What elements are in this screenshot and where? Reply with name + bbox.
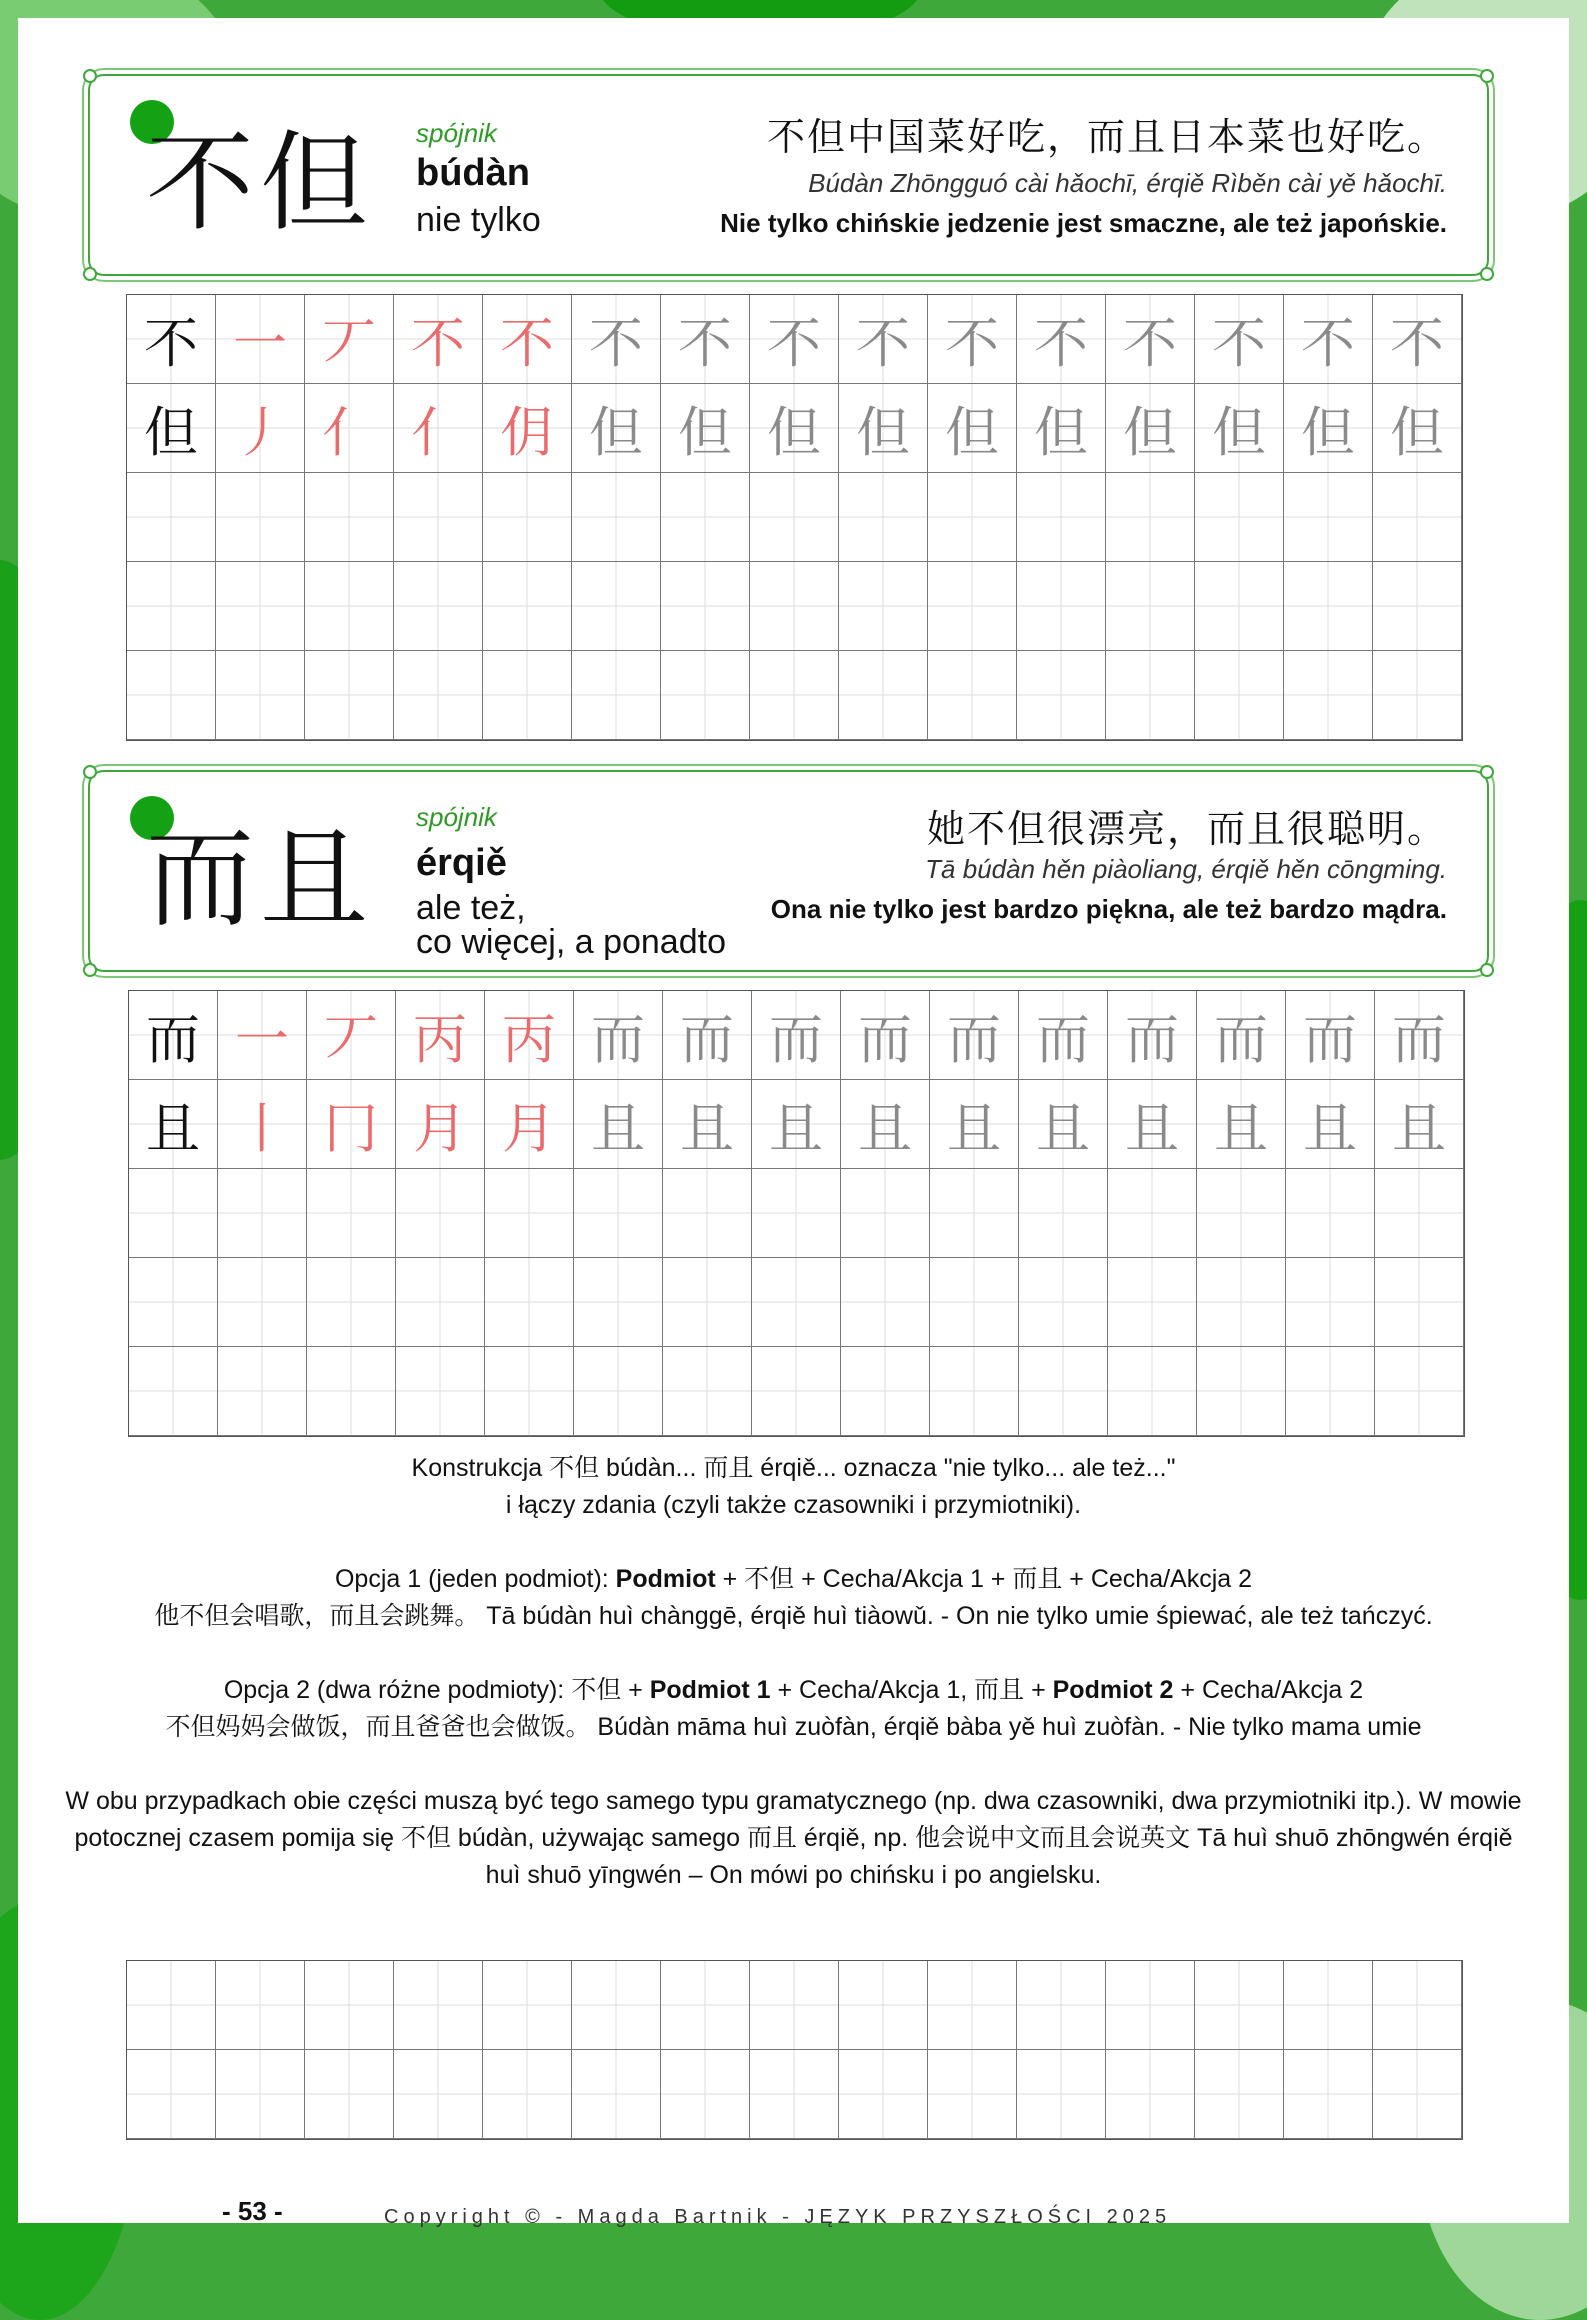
trace-character-cell: 但 xyxy=(1017,384,1106,473)
empty-practice-cell xyxy=(307,1258,396,1347)
empty-practice-cell xyxy=(485,1347,574,1436)
part-of-speech: spójnik xyxy=(416,802,497,832)
card-corner-ornament xyxy=(83,765,97,779)
empty-practice-cell xyxy=(574,1169,663,1258)
empty-practice-cell xyxy=(127,473,216,562)
trace-character-cell: 而 xyxy=(1019,991,1108,1080)
notes-line: Konstrukcja 不但 búdàn... 而且 érqiě... oznacza "nie tylko... ale też..." xyxy=(411,1454,1176,1482)
stroke-order-cell: 亻 xyxy=(305,384,394,473)
empty-practice-cell xyxy=(1284,651,1373,740)
empty-practice-cell xyxy=(1197,1258,1286,1347)
empty-practice-cell xyxy=(1108,1169,1197,1258)
empty-practice-cell xyxy=(928,651,1017,740)
option-2-pattern: Opcja 2 (dwa różne podmioty): 不但 + Podmiot 1 + Cecha/Akcja 1, 而且 + Podmiot 2 + Cecha/Akcja 2 xyxy=(223,1676,1364,1704)
card-corner-ornament xyxy=(1480,69,1494,83)
empty-practice-cell xyxy=(663,1258,752,1347)
stroke-order-cell: 丆 xyxy=(305,295,394,384)
empty-practice-cell xyxy=(483,2050,572,2139)
empty-practice-cell xyxy=(1284,562,1373,651)
card-corner-ornament xyxy=(1480,267,1494,281)
trace-character-cell: 而 xyxy=(1375,991,1464,1080)
empty-practice-cell xyxy=(305,562,394,651)
empty-practice-cell xyxy=(663,1347,752,1436)
empty-practice-cell xyxy=(1017,562,1106,651)
empty-practice-cell xyxy=(305,2050,394,2139)
stroke-order-cell: 一 xyxy=(218,991,307,1080)
empty-practice-cell xyxy=(1373,562,1462,651)
empty-practice-cell xyxy=(1106,2050,1195,2139)
trace-character-cell: 且 xyxy=(1375,1080,1464,1169)
empty-practice-cell xyxy=(928,1961,1017,2050)
empty-practice-cell xyxy=(750,562,839,651)
empty-practice-cell xyxy=(1106,473,1195,562)
empty-practice-cell xyxy=(572,562,661,651)
vocab-card-budan xyxy=(88,74,1489,276)
stroke-order-cell: 丆 xyxy=(307,991,396,1080)
trace-character-cell: 不 xyxy=(1284,295,1373,384)
empty-practice-cell xyxy=(1373,651,1462,740)
empty-practice-cell xyxy=(1195,562,1284,651)
trace-character-cell: 不 xyxy=(839,295,928,384)
empty-practice-cell xyxy=(396,1258,485,1347)
empty-practice-cell xyxy=(750,1961,839,2050)
empty-practice-cell xyxy=(1286,1347,1375,1436)
trace-character-cell: 且 xyxy=(663,1080,752,1169)
empty-practice-cell xyxy=(216,2050,305,2139)
empty-practice-cell xyxy=(307,1347,396,1436)
empty-practice-cell xyxy=(661,562,750,651)
empty-practice-cell xyxy=(1017,651,1106,740)
empty-practice-cell xyxy=(127,651,216,740)
trace-character-cell: 但 xyxy=(750,384,839,473)
trace-character-cell: 不 xyxy=(1373,295,1462,384)
empty-practice-cell xyxy=(485,1258,574,1347)
empty-practice-cell xyxy=(218,1258,307,1347)
headword-meaning-extra: co więcej, a ponadto xyxy=(416,923,726,961)
empty-practice-cell xyxy=(574,1258,663,1347)
stroke-order-cell: 不 xyxy=(394,295,483,384)
empty-practice-cell xyxy=(930,1258,1019,1347)
empty-practice-cell xyxy=(218,1169,307,1258)
stroke-order-cell: 丙 xyxy=(396,991,485,1080)
trace-character-cell: 而 xyxy=(663,991,752,1080)
empty-practice-cell xyxy=(750,473,839,562)
empty-practice-cell xyxy=(1197,1169,1286,1258)
empty-practice-cell xyxy=(305,1961,394,2050)
trace-character-cell: 且 xyxy=(841,1080,930,1169)
empty-practice-cell xyxy=(1017,473,1106,562)
empty-practice-cell xyxy=(663,1169,752,1258)
empty-practice-cell xyxy=(841,1169,930,1258)
stroke-order-cell: 月 xyxy=(396,1080,485,1169)
empty-practice-cell xyxy=(1284,2050,1373,2139)
empty-practice-cell xyxy=(574,1347,663,1436)
empty-practice-cell xyxy=(1284,1961,1373,2050)
empty-practice-cell xyxy=(483,651,572,740)
trace-character-cell: 且 xyxy=(1108,1080,1197,1169)
trace-character-cell: 而 xyxy=(930,991,1019,1080)
model-character-cell: 且 xyxy=(129,1080,218,1169)
card-corner-ornament xyxy=(83,267,97,281)
empty-practice-cell xyxy=(394,562,483,651)
trace-character-cell: 且 xyxy=(1019,1080,1108,1169)
headword-pinyin: érqiě xyxy=(416,842,507,884)
option-1-example: 他不但会唱歌，而且会跳舞。 Tā búdàn huì chànggē, érqiě huì tiàowǔ. - On nie tylko umie śpiewać, ale też tańczyć. xyxy=(154,1602,1433,1630)
empty-practice-cell xyxy=(930,1347,1019,1436)
empty-practice-cell xyxy=(1019,1347,1108,1436)
empty-practice-cell xyxy=(930,1169,1019,1258)
empty-practice-cell xyxy=(839,2050,928,2139)
example-sentence-chinese: 她不但很漂亮，而且很聪明。 xyxy=(926,807,1447,851)
empty-practice-cell xyxy=(1373,473,1462,562)
empty-practice-cell xyxy=(1017,1961,1106,2050)
empty-practice-cell xyxy=(839,562,928,651)
empty-practice-cell xyxy=(307,1169,396,1258)
empty-practice-cell xyxy=(129,1258,218,1347)
empty-practice-cell xyxy=(1373,1961,1462,2050)
stroke-order-cell: 不 xyxy=(483,295,572,384)
trace-character-cell: 但 xyxy=(1373,384,1462,473)
example-sentence-pinyin: Tā búdàn hěn piàoliang, érqiě hěn cōngming. xyxy=(925,854,1447,884)
headword-meaning: ale też, xyxy=(416,889,526,927)
empty-practice-cell xyxy=(1106,651,1195,740)
empty-practice-cell xyxy=(396,1169,485,1258)
empty-practice-cell xyxy=(129,1347,218,1436)
trace-character-cell: 且 xyxy=(1286,1080,1375,1169)
empty-practice-cell xyxy=(1108,1347,1197,1436)
empty-practice-cell xyxy=(1017,2050,1106,2139)
empty-practice-cell xyxy=(1195,2050,1284,2139)
empty-practice-cell xyxy=(394,473,483,562)
empty-practice-cell xyxy=(752,1258,841,1347)
trace-character-cell: 不 xyxy=(572,295,661,384)
empty-practice-cell xyxy=(752,1169,841,1258)
empty-practice-cell xyxy=(1108,1258,1197,1347)
empty-practice-cell xyxy=(661,651,750,740)
empty-practice-cell xyxy=(1375,1258,1464,1347)
empty-practice-cell xyxy=(1375,1169,1464,1258)
example-sentence-pinyin: Búdàn Zhōngguó cài hǎochī, érqiě Rìběn cài yě hǎochī. xyxy=(808,168,1447,198)
empty-practice-cell xyxy=(1375,1347,1464,1436)
trace-character-cell: 而 xyxy=(752,991,841,1080)
empty-practice-cell xyxy=(572,651,661,740)
empty-practice-cell xyxy=(1284,473,1373,562)
empty-practice-cell xyxy=(305,473,394,562)
empty-practice-cell xyxy=(1195,473,1284,562)
empty-practice-cell xyxy=(305,651,394,740)
card-corner-ornament xyxy=(83,69,97,83)
empty-practice-cell xyxy=(572,2050,661,2139)
empty-practice-cell xyxy=(394,651,483,740)
trace-character-cell: 而 xyxy=(1108,991,1197,1080)
headword-hanzi: 不但 xyxy=(146,121,375,246)
empty-practice-cell xyxy=(661,1961,750,2050)
trace-character-cell: 但 xyxy=(839,384,928,473)
trace-character-cell: 而 xyxy=(1197,991,1286,1080)
trace-character-cell: 且 xyxy=(1197,1080,1286,1169)
example-sentence-polish: Ona nie tylko jest bardzo piękna, ale też bardzo mądra. xyxy=(770,894,1447,924)
stroke-order-cell: 亻 xyxy=(394,384,483,473)
empty-practice-cell xyxy=(216,651,305,740)
empty-practice-cell xyxy=(841,1258,930,1347)
headword-pinyin: búdàn xyxy=(416,152,530,194)
empty-practice-cell xyxy=(218,1347,307,1436)
empty-practice-cell xyxy=(750,651,839,740)
empty-practice-cell xyxy=(839,651,928,740)
trace-character-cell: 不 xyxy=(750,295,839,384)
writing-practice-grid-empty xyxy=(126,1960,1463,2140)
empty-practice-cell xyxy=(1019,1258,1108,1347)
empty-practice-cell xyxy=(127,1961,216,2050)
trace-character-cell: 且 xyxy=(574,1080,663,1169)
empty-practice-cell xyxy=(928,2050,1017,2139)
writing-practice-grid xyxy=(126,294,1463,741)
part-of-speech: spójnik xyxy=(416,118,497,148)
empty-practice-cell xyxy=(394,1961,483,2050)
trace-character-cell: 不 xyxy=(1195,295,1284,384)
empty-practice-cell xyxy=(1019,1169,1108,1258)
empty-practice-cell xyxy=(841,1347,930,1436)
empty-practice-cell xyxy=(396,1347,485,1436)
grammar-notes xyxy=(60,1450,1527,1894)
empty-practice-cell xyxy=(1286,1169,1375,1258)
empty-practice-cell xyxy=(839,1961,928,2050)
empty-practice-cell xyxy=(483,562,572,651)
trace-character-cell: 不 xyxy=(1017,295,1106,384)
empty-practice-cell xyxy=(1197,1347,1286,1436)
empty-practice-cell xyxy=(485,1169,574,1258)
empty-practice-cell xyxy=(1286,1258,1375,1347)
page-number: - 53 - xyxy=(222,2196,283,2226)
trace-character-cell: 不 xyxy=(1106,295,1195,384)
empty-practice-cell xyxy=(661,473,750,562)
empty-practice-cell xyxy=(127,2050,216,2139)
vocab-card-erqie xyxy=(88,770,1489,972)
empty-practice-cell xyxy=(1373,2050,1462,2139)
trace-character-cell: 但 xyxy=(661,384,750,473)
empty-practice-cell xyxy=(572,1961,661,2050)
stroke-order-cell: 丿 xyxy=(216,384,305,473)
notes-line: i łączy zdania (czyli także czasowniki i przymiotniki). xyxy=(505,1491,1082,1519)
headword-meaning: nie tylko xyxy=(416,201,541,239)
empty-practice-cell xyxy=(129,1169,218,1258)
empty-practice-cell xyxy=(127,562,216,651)
empty-practice-cell xyxy=(1195,1961,1284,2050)
trace-character-cell: 而 xyxy=(841,991,930,1080)
trace-character-cell: 不 xyxy=(928,295,1017,384)
stroke-order-cell: 一 xyxy=(216,295,305,384)
writing-practice-grid xyxy=(128,990,1465,1437)
empty-practice-cell xyxy=(839,473,928,562)
empty-practice-cell xyxy=(572,473,661,562)
stroke-order-cell: 月 xyxy=(485,1080,574,1169)
card-corner-ornament xyxy=(1480,765,1494,779)
trace-character-cell: 但 xyxy=(1195,384,1284,473)
notes-paragraph: W obu przypadkach obie części muszą być tego samego typu gramatycznego (np. dwa czasowniki, dwa przymiotniki itp.). W mowie potocznej czasem pomija się 不但 búdàn, używając samego 而且 érqiě, np. 他会说中文而且会说英文 Tā huì shuō zhōngwén érqiě huì shuō yīngwén – On mówi po chińsku i po angielsku. xyxy=(65,1787,1522,1889)
trace-character-cell: 而 xyxy=(1286,991,1375,1080)
empty-practice-cell xyxy=(216,1961,305,2050)
trace-character-cell: 而 xyxy=(574,991,663,1080)
stroke-order-cell: 仴 xyxy=(483,384,572,473)
empty-practice-cell xyxy=(928,473,1017,562)
model-character-cell: 不 xyxy=(127,295,216,384)
card-corner-ornament xyxy=(1480,963,1494,977)
option-1-pattern: Opcja 1 (jeden podmiot): Podmiot + 不但 + Cecha/Akcja 1 + 而且 + Cecha/Akcja 2 xyxy=(334,1565,1253,1593)
empty-practice-cell xyxy=(750,2050,839,2139)
trace-character-cell: 不 xyxy=(661,295,750,384)
stroke-order-cell: 丙 xyxy=(485,991,574,1080)
model-character-cell: 而 xyxy=(129,991,218,1080)
empty-practice-cell xyxy=(1195,651,1284,740)
trace-character-cell: 但 xyxy=(572,384,661,473)
empty-practice-cell xyxy=(216,473,305,562)
stroke-order-cell: 丨 xyxy=(218,1080,307,1169)
empty-practice-cell xyxy=(928,562,1017,651)
empty-practice-cell xyxy=(483,1961,572,2050)
trace-character-cell: 且 xyxy=(930,1080,1019,1169)
model-character-cell: 但 xyxy=(127,384,216,473)
trace-character-cell: 且 xyxy=(752,1080,841,1169)
empty-practice-cell xyxy=(394,2050,483,2139)
empty-practice-cell xyxy=(216,562,305,651)
empty-practice-cell xyxy=(1106,1961,1195,2050)
empty-practice-cell xyxy=(752,1347,841,1436)
card-corner-ornament xyxy=(83,963,97,977)
empty-practice-cell xyxy=(483,473,572,562)
headword-hanzi: 而且 xyxy=(146,817,375,942)
trace-character-cell: 但 xyxy=(928,384,1017,473)
empty-practice-cell xyxy=(1106,562,1195,651)
stroke-order-cell: 冂 xyxy=(307,1080,396,1169)
trace-character-cell: 但 xyxy=(1284,384,1373,473)
empty-practice-cell xyxy=(661,2050,750,2139)
copyright-notice: Copyright © - Magda Bartnik - JĘZYK PRZYSZŁOŚCI 2025 xyxy=(384,2206,1172,2228)
example-sentence-chinese: 不但中国菜好吃，而且日本菜也好吃。 xyxy=(766,115,1447,159)
option-2-example: 不但妈妈会做饭，而且爸爸也会做饭。 Búdàn māma huì zuòfàn, érqiě bàba yě huì zuòfàn. - Nie tylko mama umie xyxy=(165,1713,1422,1741)
trace-character-cell: 但 xyxy=(1106,384,1195,473)
example-sentence-polish: Nie tylko chińskie jedzenie jest smaczne, ale też japońskie. xyxy=(720,208,1447,238)
